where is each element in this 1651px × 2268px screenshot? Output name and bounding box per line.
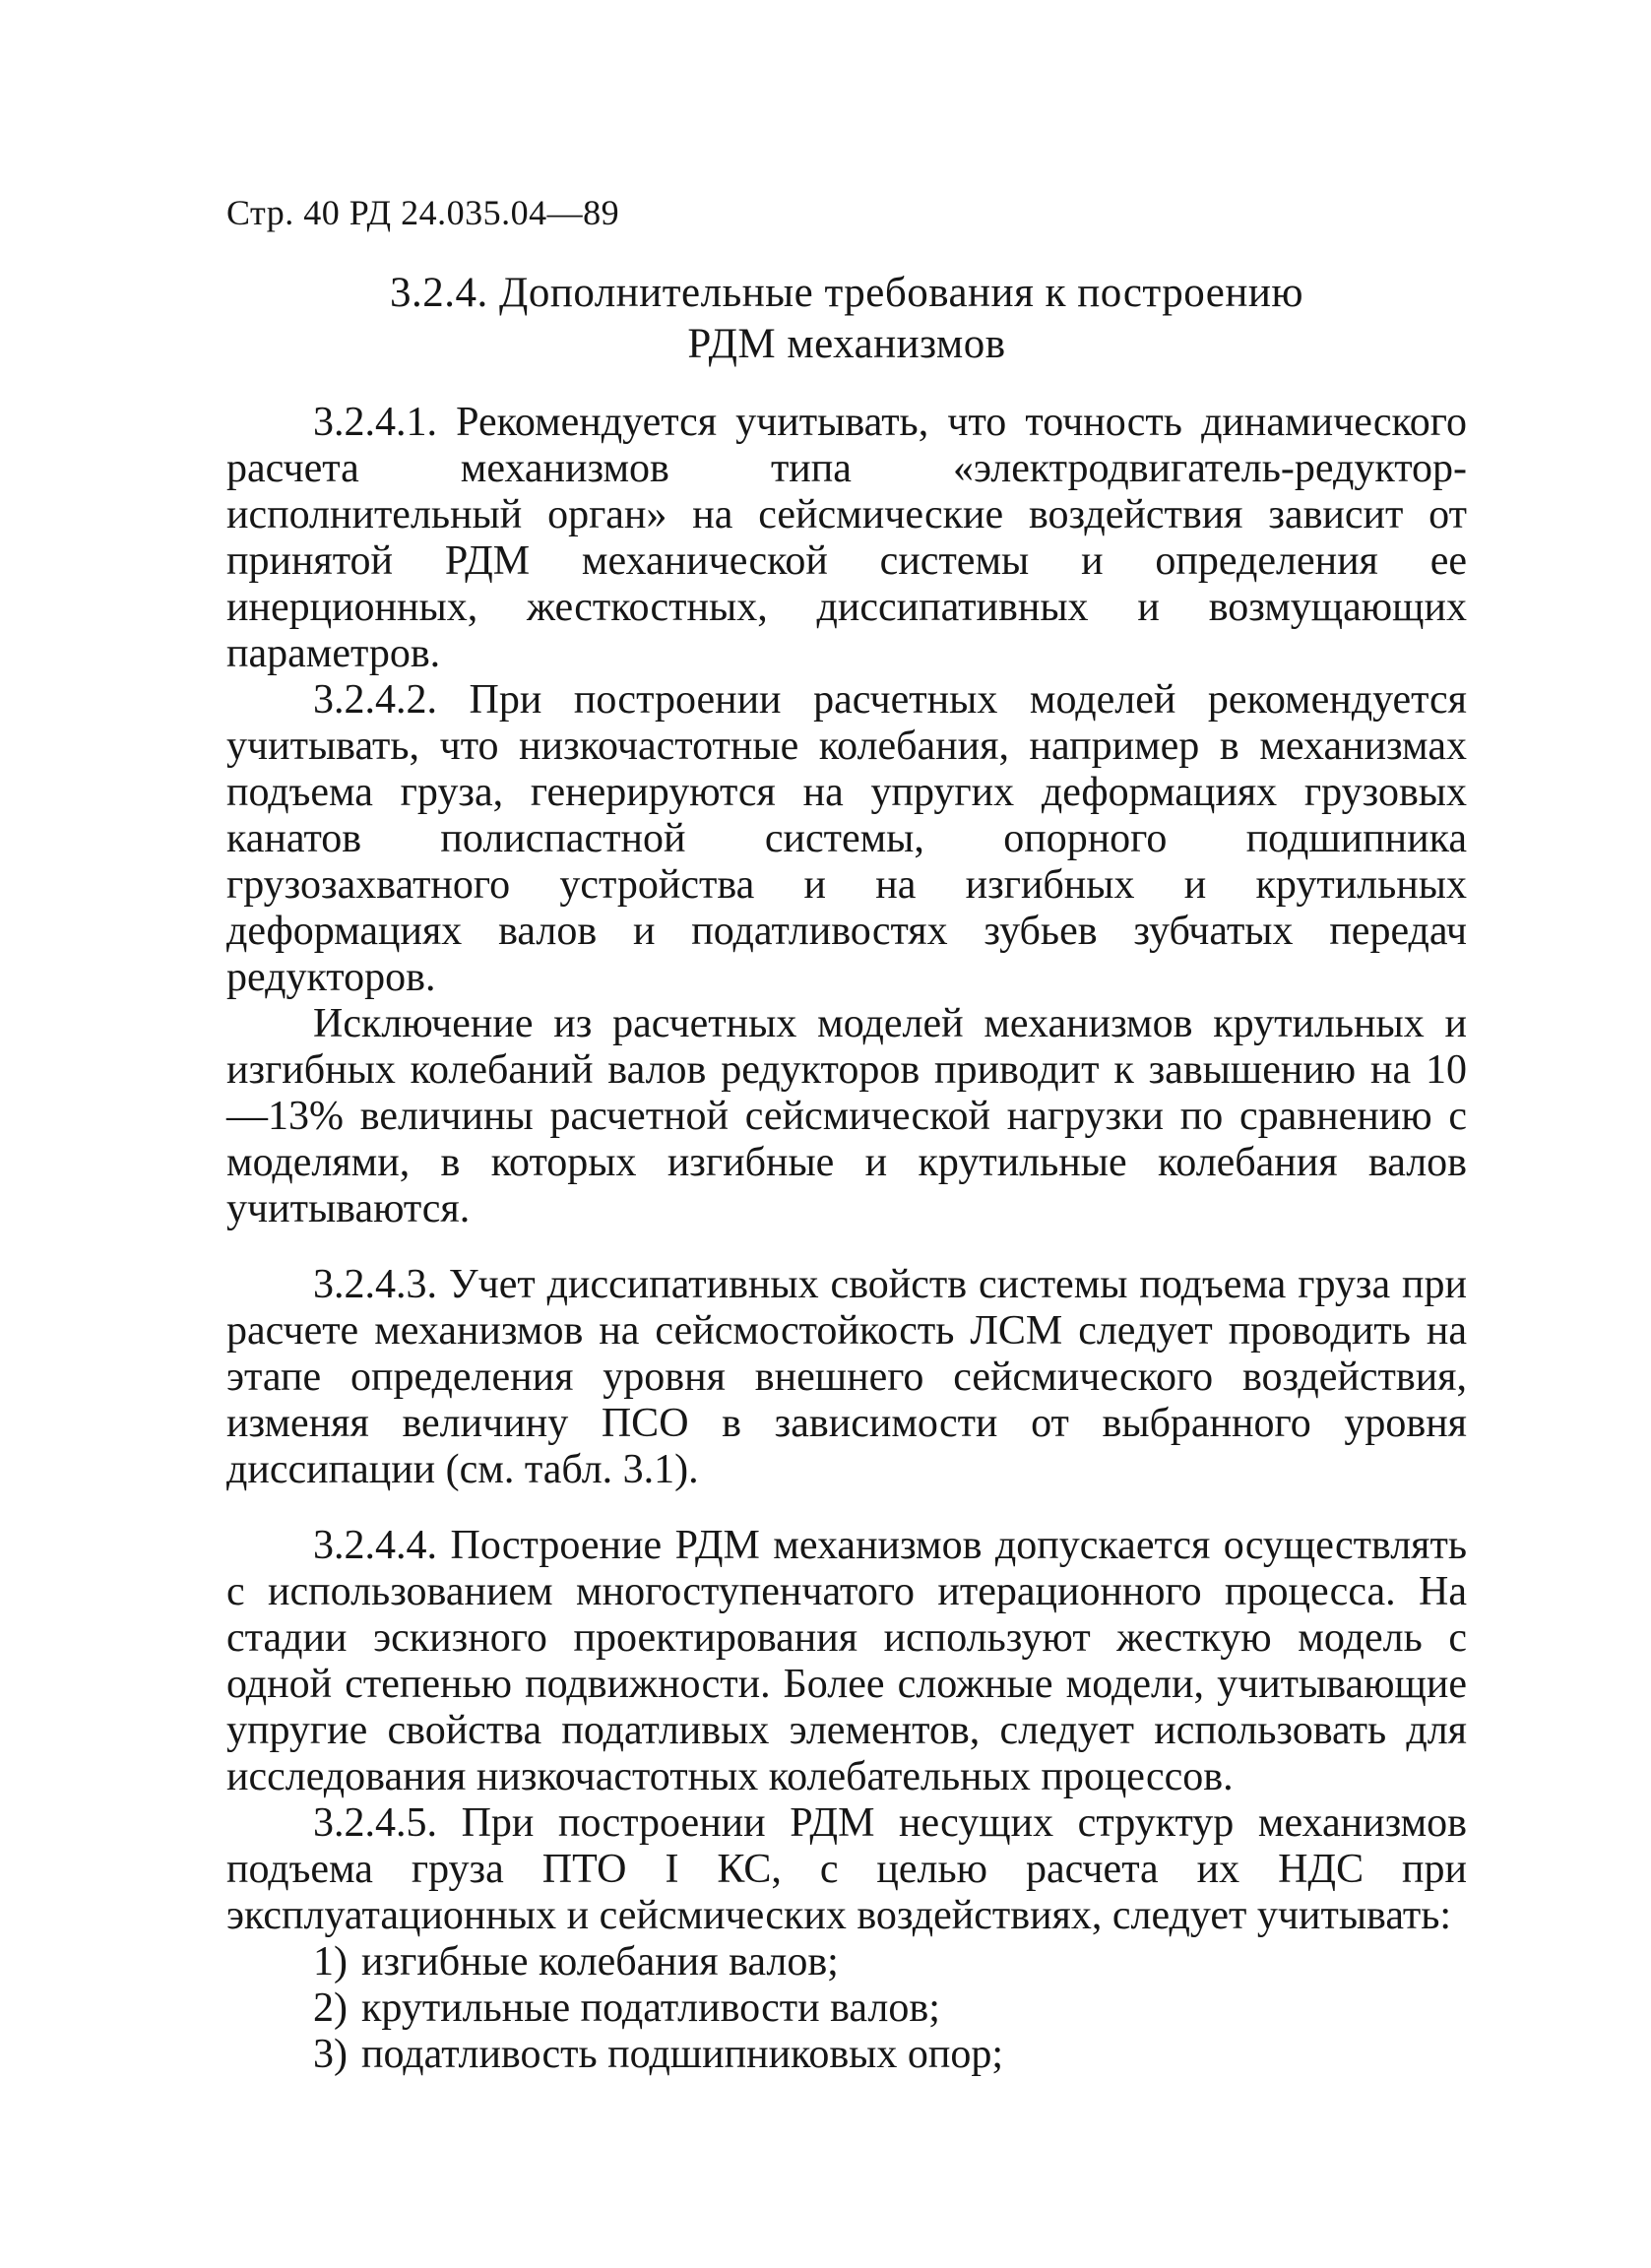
- list-item: [226, 1939, 1467, 1985]
- requirements-list: [226, 1939, 1467, 2078]
- paragraph-3-2-4-2: 3.2.4.2. При построении расчетных моделей рекомендуется учитывать, что низкочастотные колебания, например в механизмах подъема груза, генерируются на упругих деформациях грузовых канатов полиспастной системы, опорного подшипника грузозахватного устройства и на изгибных и крутильных деформациях валов и податливостях зубьев зубчатых передач редукторов.: [226, 677, 1467, 1000]
- section-title: [226, 268, 1467, 370]
- paragraph-3-2-4-5: 3.2.4.5. При построении РДМ несущих структур механизмов подъема груза ПТО I КС, с целью расчета их НДС при эксплуатационных и сейсмических воздействиях, следует учитывать:: [226, 1800, 1467, 1938]
- section-title-line2: РДМ механизмов: [687, 321, 1006, 367]
- list-item-number: 3): [313, 2032, 348, 2077]
- list-item-text: изгибные колебания валов;: [361, 1939, 839, 1984]
- paragraph-3-2-4-1: 3.2.4.1. Рекомендуется учитывать, что точность динамического расчета механизмов типа «электродвигатель-редуктор-исполнительный орган» на сейсмические воздействия зависит от принятой РДМ механической системы и определения ее инерционных, жесткостных, диссипативных и возмущающих параметров.: [226, 400, 1467, 676]
- list-item-number: 1): [313, 1939, 348, 1984]
- list-item-number: 2): [313, 1985, 348, 2031]
- paragraph-exclusion: Исключение из расчетных моделей механизмов крутильных и изгибных колебаний валов редукторов приводит к завышению на 10—13% величины расчетной сейсмической нагрузки по сравнению с моделями, в которых изгибные и крутильные колебания валов учитываются.: [226, 1001, 1467, 1231]
- list-item-text: податливость подшипниковых опор;: [361, 2032, 1004, 2077]
- list-item: [226, 1985, 1467, 2032]
- paragraph-3-2-4-3: 3.2.4.3. Учет диссипативных свойств системы подъема груза при расчете механизмов на сейсмостойкость ЛСМ следует проводить на этапе определения уровня внешнего сейсмического воздействия, изменяя величину ПСО в зависимости от выбранного уровня диссипации (см. табл. 3.1).: [226, 1262, 1467, 1492]
- section-title-line1: 3.2.4. Дополнительные требования к построению: [390, 270, 1303, 316]
- list-item: [226, 2032, 1467, 2078]
- page-header: Стр. 40 РД 24.035.04—89: [226, 193, 620, 232]
- paragraph-3-2-4-4: 3.2.4.4. Построение РДМ механизмов допускается осуществлять с использованием многоступенчатого итерационного процесса. На стадии эскизного проектирования используют жесткую модель с одной степенью подвижности. Более сложные модели, учитывающие упругие свойства податливых элементов, следует использовать для исследования низкочастотных колебательных процессов.: [226, 1523, 1467, 1799]
- list-item-text: крутильные податливости валов;: [361, 1985, 940, 2031]
- document-page: [226, 193, 1467, 2078]
